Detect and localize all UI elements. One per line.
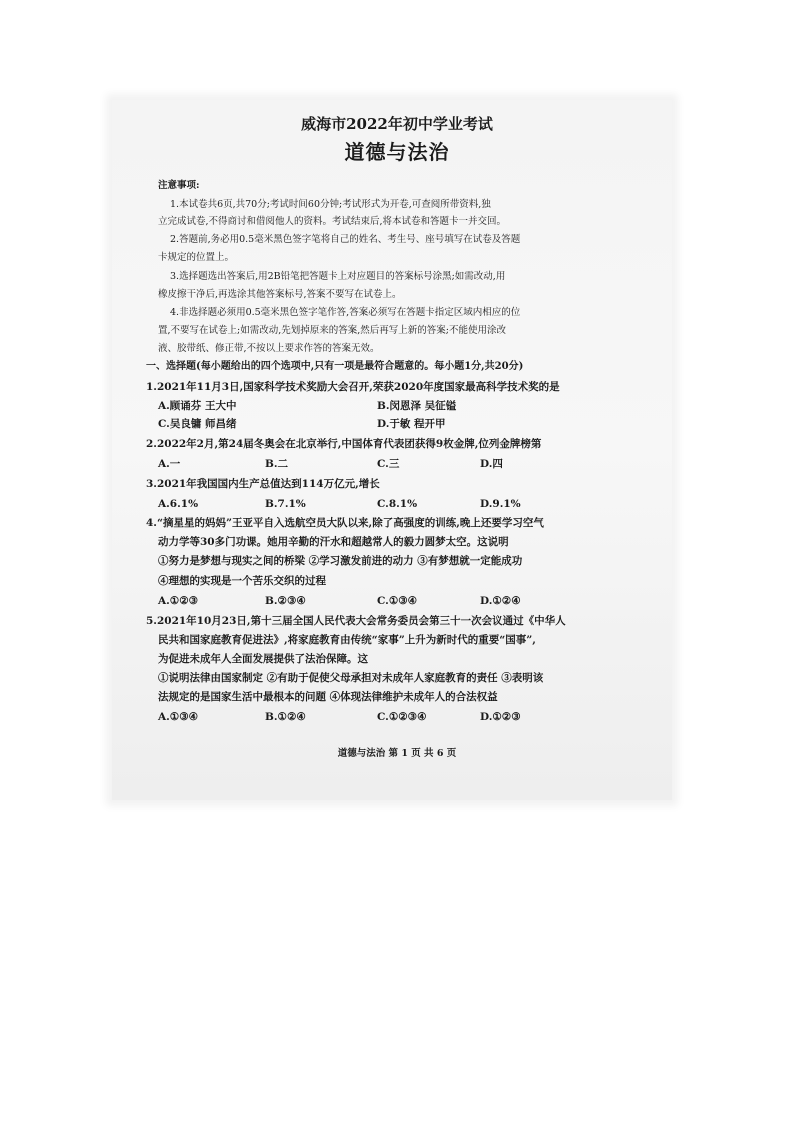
option-d: D.9.1% (480, 498, 521, 510)
option-b: B.闵恩泽 吴征镒 (377, 400, 457, 412)
notice-line: 3.选择题选出答案后,用2B铅笔把答题卡上对应题目的答案标号涂黑;如需改动,用 (170, 271, 506, 282)
statement-options: ①说明法律由国家制定 ②有助于促使父母承担对未成年人家庭教育的责任 ③表明该 (158, 672, 544, 684)
question-stem: 4.“摘星星的妈妈”王亚平自入选航空员大队以来,除了高强度的训练,晚上还要学习空气 (146, 517, 544, 529)
option-d: D.①②④ (480, 595, 521, 607)
option-b: B.7.1% (265, 498, 306, 510)
question-stem: 3.2021年我国国内生产总值达到114万亿元,增长 (146, 478, 380, 490)
option-a: A.顾诵芬 王大中 (158, 400, 237, 412)
notice-line: 1.本试卷共6页,共70分;考试时间60分钟;考试形式为开卷,可查阅所带资料,独 (170, 199, 491, 210)
question-stem: 动力学等30多门功课。她用辛勤的汗水和超越常人的毅力圆梦太空。这说明 (158, 536, 509, 548)
option-b: B.①②④ (265, 711, 306, 723)
notice-line: 4.非选择题必须用0.5毫米黑色签字笔作答,答案必须写在答题卡指定区域内相应的位 (170, 307, 521, 318)
exam-subject: 道德与法治 (344, 140, 450, 164)
notice-line: 置,不要写在试卷上;如需改动,先划掉原来的答案,然后再写上新的答案;不能使用涂改 (158, 325, 506, 336)
option-d: D.①②③ (480, 711, 521, 723)
statement-options: ①努力是梦想与现实之间的桥梁 ②学习激发前进的动力 ③有梦想就一定能成功 (158, 555, 523, 567)
option-c: C.①②③④ (377, 711, 427, 723)
option-c: C.8.1% (377, 498, 418, 510)
question-stem: 民共和国家庭教育促进法》,将家庭教育由传统“家事”上升为新时代的重要“国事”, (158, 634, 536, 646)
notice-line: 卡规定的位置上。 (158, 252, 235, 263)
question-stem: 2.2022年2月,第24届冬奥会在北京举行,中国体育代表团获得9枚金牌,位列金牌榜第 (146, 438, 542, 450)
notice-heading: 注意事项: (158, 180, 200, 191)
notice-line: 液、胶带纸、修正带,不按以上要求作答的答案无效。 (158, 343, 380, 354)
option-b: B.②③④ (265, 595, 306, 607)
option-c: C.三 (377, 458, 400, 470)
question-stem: 为促进未成年人全面发展提供了法治保障。这 (158, 653, 368, 665)
option-d: D.四 (480, 458, 503, 470)
notice-line: 橡皮擦干净后,再选涂其他答案标号,答案不要写在试卷上。 (158, 289, 402, 300)
section-heading: 一、选择题(每小题给出的四个选项中,只有一项是最符合题意的。每小题1分,共20分) (146, 361, 524, 372)
exam-title: 威海市2022年初中学业考试 (301, 115, 493, 133)
statement-options: ④理想的实现是一个苦乐交织的过程 (158, 575, 326, 587)
notice-line: 立完成试卷,不得商讨和借阅他人的资料。考试结束后,将本试卷和答题卡一并交回。 (158, 216, 507, 227)
option-a: A.①③④ (158, 711, 199, 723)
notice-line: 2.答题前,务必用0.5毫米黑色签字笔将自己的姓名、考生号、座号填写在试卷及答题 (170, 234, 521, 245)
page-footer: 道德与法治 第 1 页 共 6 页 (337, 748, 457, 759)
option-a: A.6.1% (158, 498, 199, 510)
statement-options: 法规定的是国家生活中最根本的问题 ④体现法律维护未成年人的合法权益 (158, 691, 498, 703)
question-stem: 5.2021年10月23日,第十三届全国人民代表大会常务委员会第三十一次会议通过《中华人 (146, 615, 566, 627)
question-stem: 1.2021年11月3日,国家科学技术奖励大会召开,荣获2020年度国家最高科学技术奖的是 (146, 381, 560, 393)
option-a: A.一 (158, 458, 181, 470)
option-c: C.①③④ (377, 595, 418, 607)
option-d: D.于敏 程开甲 (377, 418, 446, 430)
option-b: B.二 (265, 458, 289, 470)
option-c: C.吴良镛 师昌绪 (158, 418, 237, 430)
option-a: A.①②③ (158, 595, 199, 607)
